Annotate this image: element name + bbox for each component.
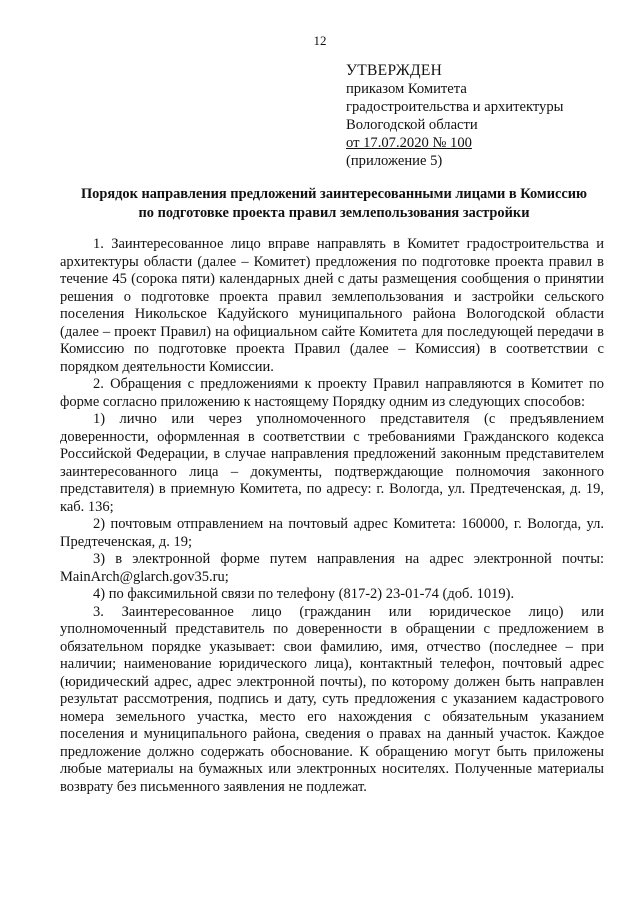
- list-item-in-person: 1) лично или через уполномоченного представителя (с предъявлением доверенности, оформленная в соответствии с требованиями Гражданского кодекса Российской Федерации, в случае направления предложений законным представителем заинтересованного лица – документы, подтверждающие полномочия законного представителя) в приемную Комитета, по адресу: г. Вологда, ул. Предтеченская, д. 19, каб. 136;: [60, 411, 604, 515]
- approval-appendix: (приложение 5): [346, 153, 443, 169]
- approval-block: [346, 62, 563, 170]
- list-item-post: 2) почтовым отправлением на почтовый адрес Комитета: 160000, г. Вологда, ул. Предтеченская, д. 19;: [60, 516, 604, 550]
- document-title-line-1: Порядок направления предложений заинтересованными лицами в Комиссию: [80, 186, 588, 202]
- document-title: [60, 185, 608, 223]
- approval-line-2: градостроительства и архитектуры: [346, 99, 564, 115]
- page-number: 12: [313, 33, 327, 48]
- approval-order-date: от 17.07.2020 № 100: [346, 135, 472, 151]
- approval-heading: УТВЕРЖДЕН: [346, 62, 443, 79]
- approval-line-3: Вологодской области: [346, 117, 478, 133]
- list-item-fax: 4) по факсимильной связи по телефону (817-2) 23-01-74 (доб. 1019).: [93, 586, 515, 602]
- document-body: [60, 236, 604, 796]
- paragraph-3: 3. Заинтересованное лицо (гражданин или юридическое лицо) или уполномоченный представитель по доверенности в обращении с предложением в обязательном порядке указывает: свои фамилию, имя, отчество (последнее – при наличии; наименование юридического лица), контактный телефон, почтовый адрес (юридический адрес, адрес электронной почты), по которому должен быть направлен результат рассмотрения, подпись и дату, суть предложения с указанием кадастрового номера земельного участка, место его нахождения с обязательным указанием поселения и муниципального района, сведения о правах на данный участок. Каждое предложение должно содержать обоснование. К обращению могут быть приложены любые материалы на бумажных или электронных носителях. Полученные материалы возврату без письменного заявления не подлежат.: [60, 603, 604, 795]
- list-item-email: 3) в электронной форме путем направления на адрес электронной почты: MainArch@glarch.gov35.ru;: [60, 551, 604, 585]
- paragraph-1: 1. Заинтересованное лицо вправе направлять в Комитет градостроительства и архитектуры области (далее – Комитет) предложения по подготовке проекта правил в течение 45 (сорока пяти) календарных дней с даты размещения сообщения о принятии решения о подготовке проекта правил землепользования и застройки сельского поселения Никольское Кадуйского муниципального района Вологодской области (далее – проект Правил) на официальном сайте Комитета для последующей передачи в Комиссию по подготовке проекта Правил (далее – Комиссия) в соответствии с порядком деятельности Комиссии.: [60, 236, 604, 375]
- document-title-line-2: по подготовке проекта правил землепользования застройки: [138, 205, 530, 221]
- paragraph-2: 2. Обращения с предложениями к проекту Правил направляются в Комитет по форме согласно приложению к настоящему Порядку одним из следующих способов:: [60, 376, 604, 410]
- approval-line-1: приказом Комитета: [346, 81, 467, 97]
